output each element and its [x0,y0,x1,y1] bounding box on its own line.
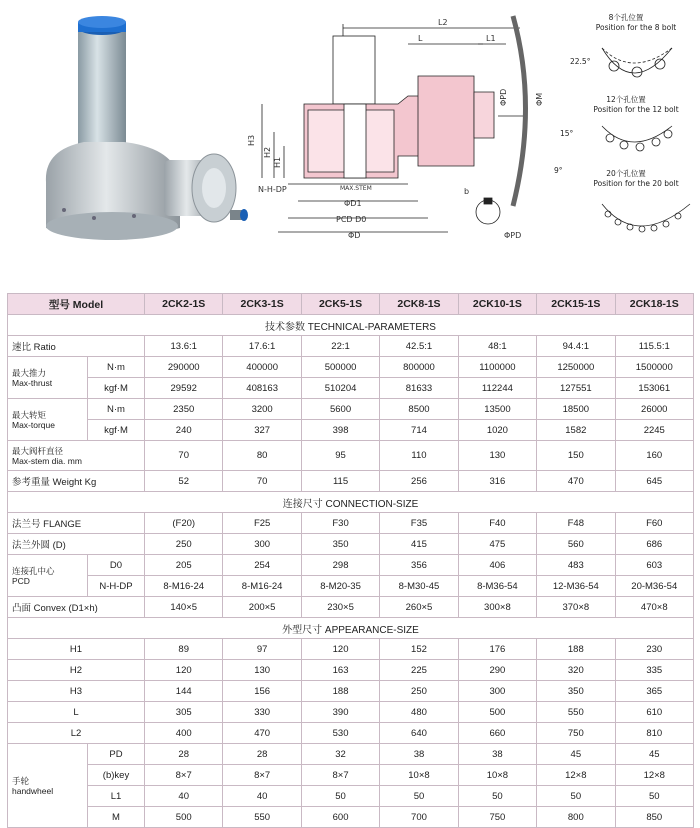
bolt20-en: Position for the 20 bolt [593,179,679,188]
cell: 316 [458,471,536,492]
dim-H3: H3 [247,134,256,146]
cell: 260×5 [380,597,458,618]
dim-L: L [418,34,423,43]
bolt12-angle: 15° [560,129,574,138]
table-row [8,765,694,786]
cell: 714 [380,420,458,441]
unit: kgf·M [88,420,145,441]
table-row [8,357,694,378]
unit: N·m [88,399,145,420]
cell: 475 [458,534,536,555]
cell: 29592 [145,378,223,399]
cell: 160 [615,441,693,471]
cell: 415 [380,534,458,555]
row-label: 参考重量 Weight Kg [8,471,145,492]
cell: 290 [458,660,536,681]
cell: 150 [537,441,615,471]
cell: 327 [223,420,301,441]
cell: 130 [223,660,301,681]
cell: 40 [145,786,223,807]
table-row [8,399,694,420]
cell: 32 [301,744,379,765]
row-label: H1 [8,639,145,660]
dim-L1: L1 [486,34,496,43]
cell: 38 [380,744,458,765]
row-label-cn: 最大阀杆直径 [12,445,64,456]
cell: 50 [301,786,379,807]
cell: 550 [537,702,615,723]
row-label-en: handwheel [12,785,54,796]
cell: 176 [458,639,536,660]
row-label [8,441,145,471]
cell: 153061 [615,378,693,399]
model-col: 2CK10-1S [458,294,536,315]
dim-D1: ΦD1 [344,199,362,208]
cell: 600 [301,807,379,828]
row-label-en: Max-torque [12,419,55,430]
cell: 50 [615,786,693,807]
cell: 48:1 [458,336,536,357]
cell: 205 [145,555,223,576]
row-label: H3 [8,681,145,702]
model-col: 2CK18-1S [615,294,693,315]
cell: 470×8 [615,597,693,618]
row-label-cn: 最大转矩 [12,409,47,420]
cell: 300×8 [458,597,536,618]
section-technical: 技术参数 TECHNICAL-PARAMETERS [8,315,694,336]
row-label: 凸面 Convex (D1×h) [8,597,145,618]
cell: 400 [145,723,223,744]
table-row [8,681,694,702]
cell: 28 [145,744,223,765]
row-label-en: Max-thrust [12,377,53,388]
cell: 350 [537,681,615,702]
unit: L1 [88,786,145,807]
cell: 8-M20-35 [301,576,379,597]
cell: 390 [301,702,379,723]
cell: 406 [458,555,536,576]
cell: F30 [301,513,379,534]
cell: 127551 [537,378,615,399]
model-col: 2CK3-1S [223,294,301,315]
dim-NHDP: N-H-DP [258,185,287,194]
bolt8-cn: 8个孔位置 [608,13,644,22]
unit: D0 [88,555,145,576]
cell: 645 [615,471,693,492]
cell: 112244 [458,378,536,399]
table-row [8,420,694,441]
table-row [8,807,694,828]
bolt12-en: Position for the 12 bolt [593,105,679,114]
cell: 8-M16-24 [223,576,301,597]
cell: 22:1 [301,336,379,357]
cell: 50 [537,786,615,807]
cell: 550 [223,807,301,828]
table-row [8,378,694,399]
cell: 140×5 [145,597,223,618]
cell: 3200 [223,399,301,420]
bolt20-cn: 20个孔位置 [606,169,646,178]
cell: 8×7 [223,765,301,786]
cell: 18500 [537,399,615,420]
section-appearance: 外型尺寸 APPEARANCE-SIZE [8,618,694,639]
table-row [8,441,694,471]
row-label: 速比 Ratio [8,336,145,357]
cell: 483 [537,555,615,576]
cell: 300 [458,681,536,702]
row-label: L2 [8,723,145,744]
unit: M [88,807,145,828]
cell: 13500 [458,399,536,420]
cell: 240 [145,420,223,441]
bolt-position-diagrams [552,8,698,270]
cell: 10×8 [458,765,536,786]
cell: 45 [537,744,615,765]
cell: 800 [537,807,615,828]
unit: kgf·M [88,378,145,399]
cell: 290000 [145,357,223,378]
cell: 470 [537,471,615,492]
model-col: 2CK8-1S [380,294,458,315]
cell: 89 [145,639,223,660]
cell: F48 [537,513,615,534]
row-label-cn: 连接孔中心 [12,565,55,576]
bolt8-en: Position for the 8 bolt [595,23,677,32]
cell: 20-M36-54 [615,576,693,597]
cell: 603 [615,555,693,576]
cell: 188 [301,681,379,702]
cell: F60 [615,513,693,534]
cell: 254 [223,555,301,576]
cell: 320 [537,660,615,681]
cell: 500000 [301,357,379,378]
spec-table [7,293,694,828]
cross-section-drawing [248,6,548,276]
cell: 12×8 [537,765,615,786]
cell: 640 [380,723,458,744]
model-col: 2CK2-1S [145,294,223,315]
row-label-cn: 手轮 [12,775,30,786]
cell: F25 [223,513,301,534]
table-row [8,702,694,723]
table-row [8,513,694,534]
cell: 12-M36-54 [537,576,615,597]
cell: 94.4:1 [537,336,615,357]
cell: 28 [223,744,301,765]
cell: 70 [223,471,301,492]
model-header: 型号 Model [8,294,145,315]
table-row [8,534,694,555]
table-row [8,555,694,576]
dim-PD2: ΦPD [504,231,522,240]
unit: N·m [88,357,145,378]
table-row [8,786,694,807]
row-label-cn: 最大推力 [12,367,47,378]
cell: 120 [301,639,379,660]
cell: 40 [223,786,301,807]
model-col: 2CK5-1S [301,294,379,315]
cell: 1020 [458,420,536,441]
dim-H1: H1 [273,156,282,168]
bolt8-angle: 22.5° [570,57,591,66]
cell: 470 [223,723,301,744]
cell: 5600 [301,399,379,420]
row-label: H2 [8,660,145,681]
table-row [8,576,694,597]
cell: 530 [301,723,379,744]
row-label [8,399,88,441]
cell: 398 [301,420,379,441]
cell: 750 [458,807,536,828]
row-label: L [8,702,145,723]
row-label-en: PCD [12,575,30,586]
cell: 305 [145,702,223,723]
cell: 500 [458,702,536,723]
cell: 408163 [223,378,301,399]
bolt12-cn: 12个孔位置 [606,95,646,104]
cell: 200×5 [223,597,301,618]
cell: 8-M16-24 [145,576,223,597]
figure-area [0,0,700,286]
cell: 250 [145,534,223,555]
cell: 480 [380,702,458,723]
gearbox-photo [34,10,256,250]
cell: 13.6:1 [145,336,223,357]
cell: 500 [145,807,223,828]
cell: 298 [301,555,379,576]
cell: (F20) [145,513,223,534]
cell: 8500 [380,399,458,420]
unit: (b)key [88,765,145,786]
cell: 300 [223,534,301,555]
dim-b: b [464,187,470,196]
dim-M: ΦM [535,92,544,106]
cell: 115.5:1 [615,336,693,357]
cell: 330 [223,702,301,723]
unit: N-H-DP [88,576,145,597]
cell: 400000 [223,357,301,378]
cell: 156 [223,681,301,702]
cell: 45 [615,744,693,765]
cell: 1100000 [458,357,536,378]
cell: 38 [458,744,536,765]
cell: 80 [223,441,301,471]
cell: 130 [458,441,536,471]
table-row [8,639,694,660]
dim-PD: ΦPD [499,88,508,106]
dim-PCD: PCD D0 [336,215,367,224]
cell: 10×8 [380,765,458,786]
cell: 12×8 [615,765,693,786]
cell: 850 [615,807,693,828]
cell: 510204 [301,378,379,399]
row-label: 法兰号 FLANGE [8,513,145,534]
cell: 70 [145,441,223,471]
cell: 144 [145,681,223,702]
table-row [8,660,694,681]
cell: 8-M36-54 [458,576,536,597]
cell: 370×8 [537,597,615,618]
cell: 750 [537,723,615,744]
cell: 660 [458,723,536,744]
cell: 110 [380,441,458,471]
cell: 50 [458,786,536,807]
cell: 2350 [145,399,223,420]
cell: 560 [537,534,615,555]
cell: 8-M30-45 [380,576,458,597]
cell: 97 [223,639,301,660]
cell: 163 [301,660,379,681]
table-row [8,723,694,744]
dim-D: ΦD [348,231,361,240]
cell: 50 [380,786,458,807]
cell: 1250000 [537,357,615,378]
section-connection: 连接尺寸 CONNECTION-SIZE [8,492,694,513]
cell: 365 [615,681,693,702]
cell: F40 [458,513,536,534]
cell: 250 [380,681,458,702]
row-label: 法兰外圆 (D) [8,534,145,555]
cell: 810 [615,723,693,744]
cell: 42.5:1 [380,336,458,357]
row-label [8,357,88,399]
cell: 1500000 [615,357,693,378]
model-col: 2CK15-1S [537,294,615,315]
row-label [8,555,88,597]
cell: F35 [380,513,458,534]
unit: PD [88,744,145,765]
row-label-en: Max-stem dia. mm [12,455,82,466]
dim-L2: L2 [438,18,448,27]
cell: 81633 [380,378,458,399]
cell: 610 [615,702,693,723]
cell: 335 [615,660,693,681]
cell: 1582 [537,420,615,441]
cell: 115 [301,471,379,492]
cell: 8×7 [301,765,379,786]
table-row [8,597,694,618]
cell: 230 [615,639,693,660]
cell: 52 [145,471,223,492]
cell: 356 [380,555,458,576]
cell: 256 [380,471,458,492]
table-row [8,336,694,357]
cell: 120 [145,660,223,681]
cell: 800000 [380,357,458,378]
cell: 2245 [615,420,693,441]
cell: 350 [301,534,379,555]
cell: 17.6:1 [223,336,301,357]
cell: 95 [301,441,379,471]
cell: 8×7 [145,765,223,786]
table-row [8,471,694,492]
cell: 152 [380,639,458,660]
bolt20-angle: 9° [554,166,563,175]
row-label [8,744,88,828]
cell: 26000 [615,399,693,420]
table-row [8,744,694,765]
dim-maxstem: MAX.STEM [340,185,372,192]
cell: 700 [380,807,458,828]
cell: 188 [537,639,615,660]
dim-H2: H2 [263,146,272,158]
cell: 686 [615,534,693,555]
cell: 230×5 [301,597,379,618]
cell: 225 [380,660,458,681]
